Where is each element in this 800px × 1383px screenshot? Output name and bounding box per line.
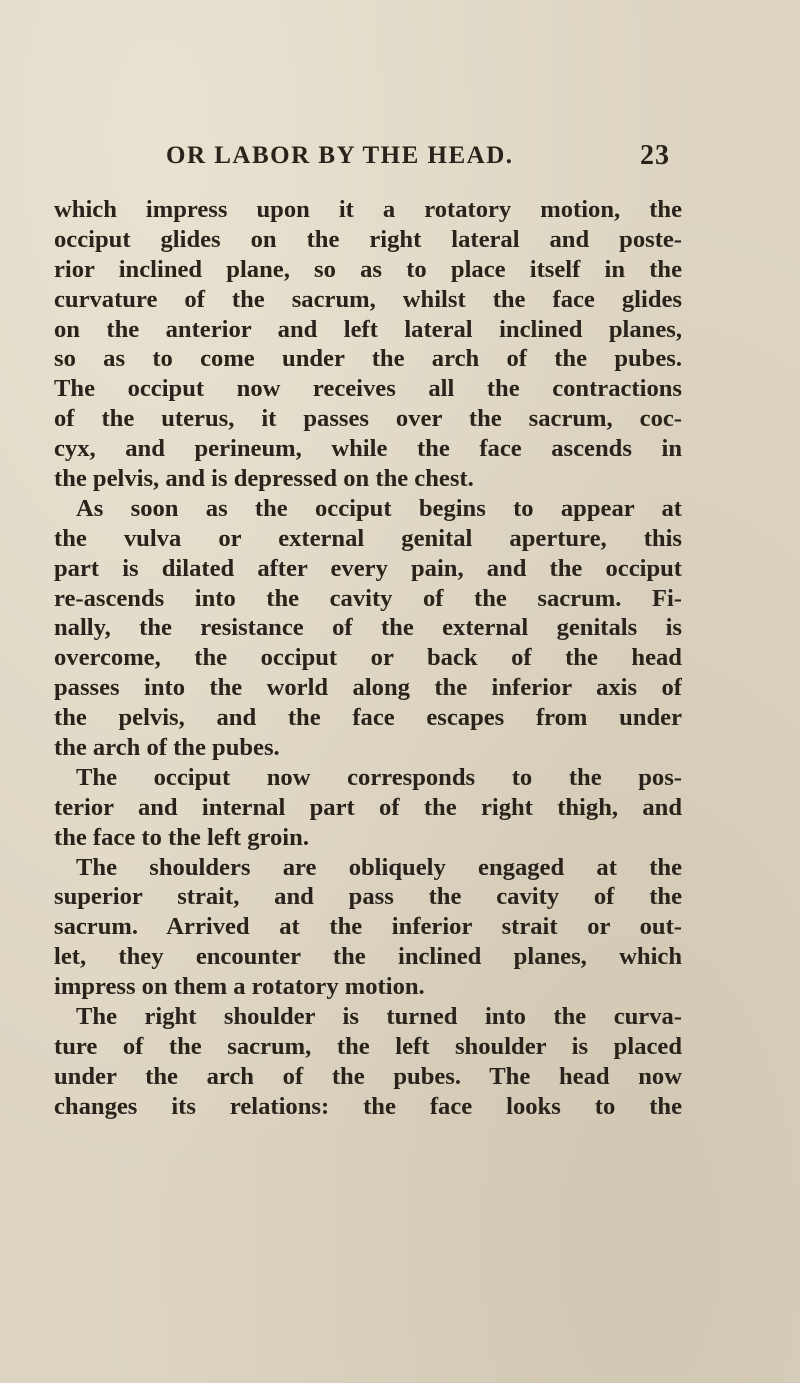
- text-line: curvature of the sacrum, whilst the face glides: [54, 285, 682, 313]
- running-head: [0, 142, 800, 176]
- text-line: As soon as the occiput begins to appear at: [76, 494, 682, 522]
- text-line: terior and internal part of the right thigh, and: [54, 793, 682, 821]
- text-line: superior strait, and pass the cavity of the: [54, 883, 682, 911]
- text-line: on the anterior and left lateral inclined planes,: [54, 315, 682, 343]
- text-line: the pelvis, and the face escapes from under: [54, 704, 682, 732]
- text-line: sacrum. Arrived at the inferior strait or out-: [54, 913, 682, 941]
- text-line: rior inclined plane, so as to place itself in the: [54, 255, 682, 283]
- text-line: ture of the sacrum, the left shoulder is placed: [54, 1032, 682, 1060]
- text-line: impress on them a rotatory motion.: [54, 973, 425, 1001]
- running-title: OR LABOR BY THE HEAD.: [166, 142, 514, 169]
- text-line: the face to the left groin.: [54, 823, 309, 851]
- text-line: so as to come under the arch of the pubes.: [54, 345, 682, 373]
- text-line: nally, the resistance of the external genitals is: [54, 614, 682, 642]
- text-line: cyx, and perineum, while the face ascends in: [54, 435, 682, 463]
- text-line: the arch of the pubes.: [54, 734, 280, 762]
- text-line: changes its relations: the face looks to the: [54, 1092, 682, 1120]
- text-line: of the uterus, it passes over the sacrum, coc-: [54, 405, 682, 433]
- page-number: 23: [640, 140, 670, 171]
- text-line: which impress upon it a rotatory motion, the: [54, 196, 682, 223]
- text-line: The occiput now corresponds to the pos-: [76, 763, 682, 791]
- text-line: The right shoulder is turned into the curva-: [76, 1003, 682, 1031]
- text-line: let, they encounter the inclined planes, which: [54, 943, 682, 971]
- text-line: the vulva or external genital aperture, this: [54, 524, 682, 552]
- text-line: occiput glides on the right lateral and poste-: [54, 225, 682, 253]
- text-line: overcome, the occiput or back of the head: [54, 644, 682, 672]
- text-line: under the arch of the pubes. The head now: [54, 1062, 682, 1090]
- text-line: The occiput now receives all the contractions: [54, 375, 682, 403]
- body-text: [54, 195, 682, 1122]
- text-line: re-ascends into the cavity of the sacrum. Fi-: [54, 584, 682, 612]
- text-line: the pelvis, and is depressed on the chest.: [54, 465, 474, 493]
- text-line: The shoulders are obliquely engaged at the: [76, 853, 682, 881]
- text-line: part is dilated after every pain, and the occiput: [54, 554, 682, 582]
- text-line: passes into the world along the inferior axis of: [54, 674, 682, 702]
